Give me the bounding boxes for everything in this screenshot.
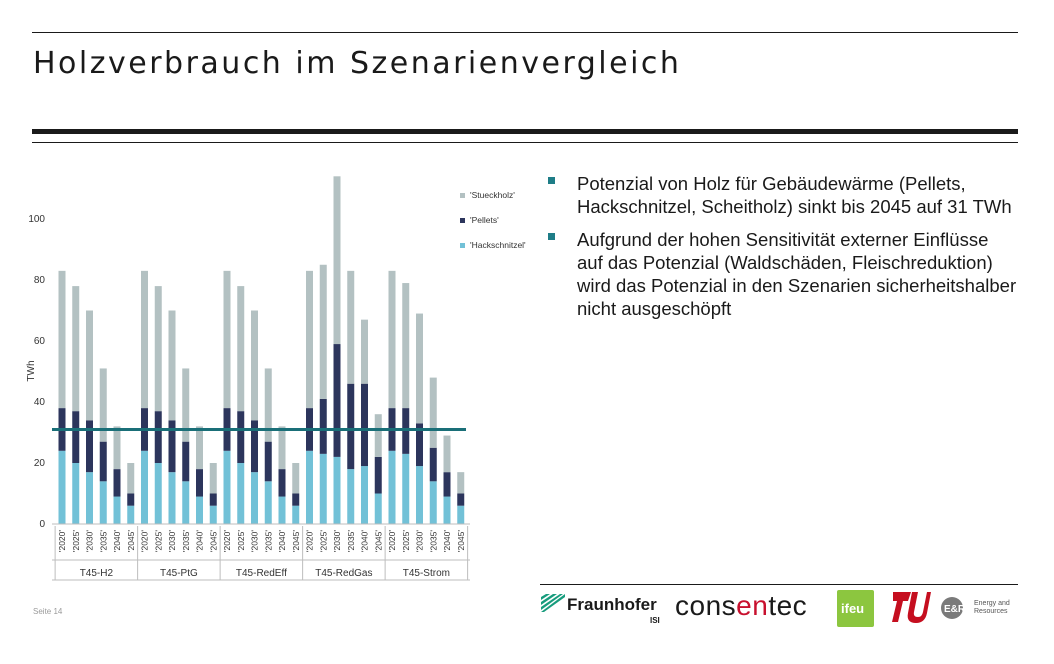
bar-segment-pellets (127, 494, 134, 506)
group-label: T45-Strom (402, 568, 450, 579)
bar-segment-pellets (457, 494, 464, 506)
ifeu-logo (837, 590, 874, 627)
enr-line-1: Energy and (974, 600, 1010, 607)
legend-label: 'Pellets' (470, 215, 499, 225)
bar-segment-hackschnitzel (292, 506, 299, 524)
bar-segment-stueckholz (72, 286, 79, 411)
x-tick-label: '2040' (112, 530, 122, 553)
x-tick-label: '2035' (263, 530, 274, 553)
group-label: T45-RedGas (315, 568, 373, 579)
bar-segment-pellets (265, 442, 272, 482)
bar-segment-stueckholz (444, 436, 451, 473)
bar-segment-pellets (182, 442, 189, 482)
bullet-square-icon (548, 177, 555, 184)
energy-resources-logo (940, 596, 1020, 620)
x-tick-label: '2025' (235, 530, 246, 553)
x-tick-label: '2045' (290, 530, 301, 553)
consentec-text-pre: cons (675, 590, 737, 621)
legend-label: 'Hackschnitzel' (470, 240, 526, 250)
ifeu-text: ifeu (841, 601, 865, 616)
y-tick-label: 100 (28, 214, 45, 225)
bar-segment-pellets (430, 448, 437, 482)
legend-swatch (460, 218, 465, 223)
bar-segment-stueckholz (375, 414, 382, 457)
x-tick-label: '2035' (428, 530, 439, 553)
x-tick-label: '2030' (414, 530, 425, 553)
bar-segment-hackschnitzel (430, 481, 437, 524)
bar-segment-hackschnitzel (265, 481, 272, 524)
bullet-list (548, 172, 1018, 330)
bar-segment-hackschnitzel (224, 451, 231, 524)
bar-segment-pellets (72, 411, 79, 463)
bar-segment-hackschnitzel (251, 472, 258, 524)
bar-segment-hackschnitzel (306, 451, 313, 524)
x-tick-label: '2045' (125, 530, 136, 553)
bar-segment-hackschnitzel (320, 454, 327, 524)
page-number: Seite 14 (33, 607, 63, 616)
bar-segment-stueckholz (155, 286, 162, 411)
bar-segment-stueckholz (389, 271, 396, 408)
bar-segment-hackschnitzel (210, 506, 217, 524)
consentec-text-post: tec (768, 590, 808, 621)
bar-segment-hackschnitzel (182, 481, 189, 524)
bar-segment-stueckholz (292, 463, 299, 494)
x-tick-label: '2020' (304, 530, 315, 553)
bar-segment-stueckholz (210, 463, 217, 494)
bar-segment-stueckholz (224, 271, 231, 408)
x-tick-label: '2025' (400, 530, 411, 553)
bar-segment-hackschnitzel (389, 451, 396, 524)
x-tick-label: '2045' (373, 530, 384, 553)
x-tick-label: '2025' (70, 530, 81, 553)
legend-swatch (460, 193, 465, 198)
bar-segment-hackschnitzel (334, 457, 341, 524)
y-axis-label: TWh (26, 360, 37, 382)
bar-segment-pellets (334, 344, 341, 457)
bar-segment-hackschnitzel (72, 463, 79, 524)
group-label: T45-PtG (159, 568, 198, 579)
x-tick-label: '2035' (98, 530, 109, 553)
bar-segment-hackschnitzel (237, 463, 244, 524)
y-tick-label: 0 (39, 519, 45, 530)
bar-segment-hackschnitzel (59, 451, 66, 524)
stacked-bar-chart (0, 0, 560, 590)
bar-segment-pellets (347, 384, 354, 469)
x-tick-label: '2020' (222, 530, 232, 553)
slide-title: Holzverbrauch im Szenarienvergleich (33, 46, 682, 81)
enr-text (974, 600, 1010, 616)
bar-segment-hackschnitzel (196, 497, 203, 524)
bar-segment-hackschnitzel (169, 472, 176, 524)
bar-segment-hackschnitzel (141, 451, 148, 524)
consentec-logo (675, 590, 807, 622)
x-tick-label: '2040' (194, 530, 205, 553)
bar-segment-stueckholz (361, 320, 368, 384)
bar-segment-pellets (375, 457, 382, 494)
bar-segment-stueckholz (86, 311, 93, 421)
x-tick-label: '2035' (180, 530, 191, 553)
bar-segment-hackschnitzel (416, 466, 423, 524)
x-tick-label: '2040' (277, 530, 287, 553)
y-tick-label: 20 (33, 458, 45, 469)
fraunhofer-sub: ISI (650, 616, 660, 625)
bar-segment-pellets (279, 469, 286, 496)
legend-swatch (460, 243, 465, 248)
bar-segment-hackschnitzel (457, 506, 464, 524)
x-tick-label: '2040' (359, 530, 370, 553)
bar-segment-hackschnitzel (402, 454, 409, 524)
group-label: T45-H2 (79, 568, 114, 579)
bar-segment-stueckholz (114, 426, 121, 469)
bar-segment-pellets (210, 494, 217, 506)
bar-segment-pellets (114, 469, 121, 496)
fraunhofer-mark-icon (540, 591, 566, 613)
bar-segment-hackschnitzel (127, 506, 134, 524)
bar-segment-stueckholz (237, 286, 244, 411)
bar-segment-stueckholz (334, 176, 341, 344)
bar-segment-stueckholz (169, 311, 176, 421)
bullet-text: Potenzial von Holz für Gebäudewärme (Pellets, Hackschnitzel, Scheitholz) sinkt bis 2045 auf 31 TWh (577, 173, 1012, 217)
bullet-item (548, 228, 1018, 320)
bar-segment-stueckholz (430, 378, 437, 448)
fraunhofer-name: Fraunhofer (567, 595, 657, 614)
bar-segment-pellets (155, 411, 162, 463)
x-tick-label: '2045' (455, 530, 466, 553)
bar-segment-stueckholz (306, 271, 313, 408)
bar-segment-pellets (402, 408, 409, 454)
bar-segment-stueckholz (127, 463, 134, 494)
x-tick-label: '2020' (387, 530, 397, 553)
x-tick-label: '2020' (57, 530, 67, 553)
bar-segment-stueckholz (402, 283, 409, 408)
fraunhofer-logo (540, 588, 662, 624)
bar-segment-stueckholz (347, 271, 354, 384)
bar-segment-stueckholz (279, 426, 286, 469)
group-label: T45-RedEff (235, 568, 287, 579)
bullet-square-icon (548, 233, 555, 240)
tu-berlin-logo (891, 588, 931, 626)
bar-segment-hackschnitzel (361, 466, 368, 524)
bar-segment-stueckholz (196, 426, 203, 469)
bar-segment-hackschnitzel (155, 463, 162, 524)
enr-line-2: Resources (974, 608, 1008, 615)
y-tick-label: 80 (33, 275, 45, 286)
consentec-text-accent: en (736, 590, 769, 621)
bar-segment-hackschnitzel (279, 497, 286, 524)
y-tick-label: 60 (33, 336, 45, 347)
bar-segment-pellets (237, 411, 244, 463)
x-tick-label: '2045' (208, 530, 219, 553)
bar-segment-stueckholz (251, 311, 258, 421)
bar-segment-pellets (196, 469, 203, 496)
x-tick-label: '2030' (167, 530, 177, 553)
bar-segment-pellets (444, 472, 451, 496)
bar-segment-hackschnitzel (375, 494, 382, 525)
bar-segment-stueckholz (416, 314, 423, 424)
bar-segment-hackschnitzel (86, 472, 93, 524)
bar-segment-pellets (100, 442, 107, 482)
bar-segment-hackschnitzel (444, 497, 451, 524)
x-tick-label: '2020' (139, 530, 150, 553)
footer-rule (540, 584, 1018, 585)
x-tick-label: '2025' (153, 530, 164, 553)
bar-segment-pellets (292, 494, 299, 506)
y-tick-label: 40 (33, 397, 45, 408)
enr-mark-icon (940, 596, 970, 620)
tu-berlin-mark-icon (891, 588, 931, 626)
bar-segment-pellets (320, 399, 327, 454)
x-tick-label: '2030' (84, 530, 95, 553)
x-tick-label: '2030' (249, 530, 260, 553)
legend-label: 'Stueckholz' (470, 190, 515, 200)
bullet-item (548, 172, 1018, 218)
bar-segment-stueckholz (59, 271, 66, 408)
bar-segment-hackschnitzel (347, 469, 354, 524)
x-tick-label: '2035' (345, 530, 356, 553)
x-tick-label: '2030' (332, 530, 342, 553)
bar-segment-stueckholz (320, 265, 327, 399)
svg-text:E&R: E&R (944, 604, 966, 615)
x-tick-label: '2040' (442, 530, 452, 553)
bar-segment-hackschnitzel (100, 481, 107, 524)
bar-segment-stueckholz (141, 271, 148, 408)
bar-segment-hackschnitzel (114, 497, 121, 524)
bar-segment-pellets (361, 384, 368, 466)
bar-segment-stueckholz (457, 472, 464, 493)
x-tick-label: '2025' (318, 530, 329, 553)
bullet-text: Aufgrund der hohen Sensitivität externer Einflüsse auf das Potenzial (Waldschäden, Fleischreduktion) wird das Potenzial in den Szenarien sicherheitshalber nicht ausgeschöpft (577, 229, 1017, 319)
